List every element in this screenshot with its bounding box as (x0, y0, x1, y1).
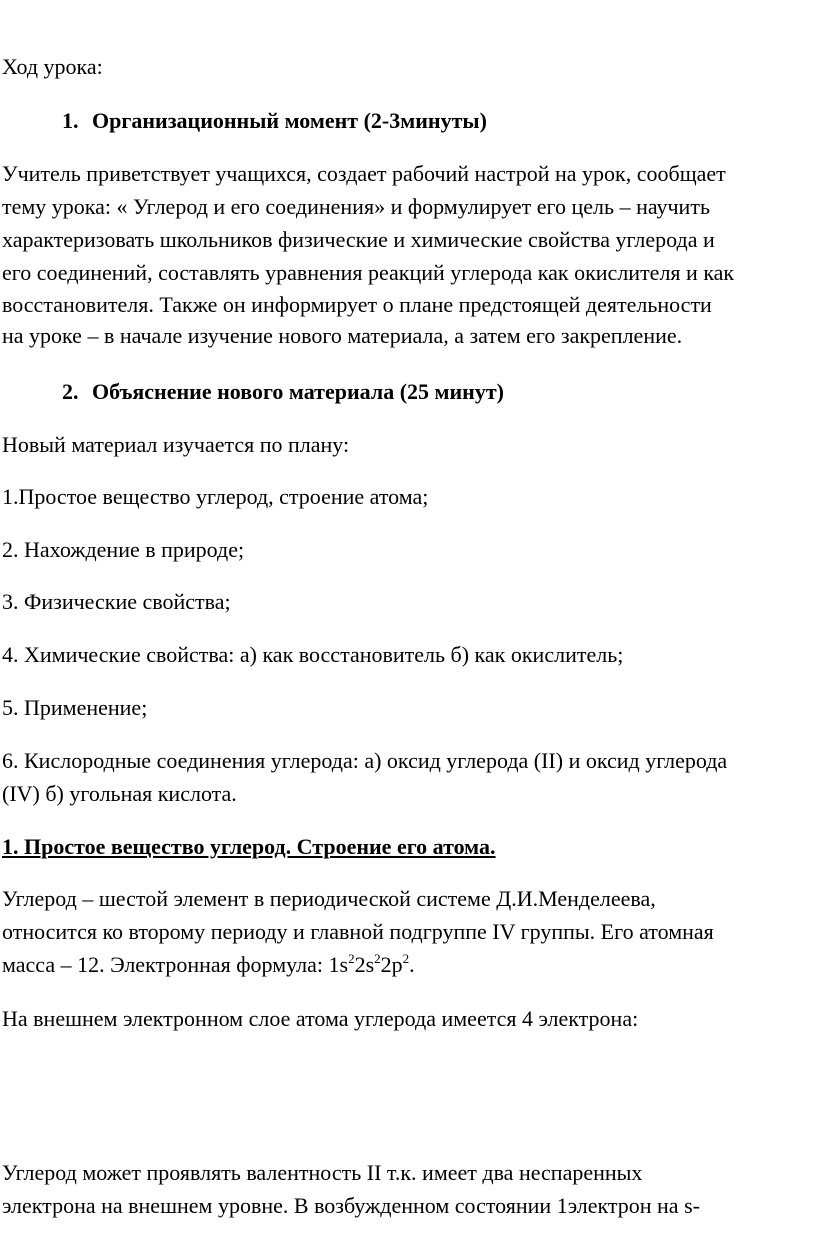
section-heading-3: 1. Простое вещество углерод. Строение его атома. (2, 834, 496, 859)
plan-item-2: 2. Нахождение в природе; (2, 537, 245, 562)
paragraph-line: восстановителя. Также он информирует о плане предстоящей деятельности (2, 292, 712, 317)
formula-term: 2p (380, 952, 403, 977)
plan-item-5: 5. Применение; (2, 695, 148, 720)
section-title-1: Организационный момент (2-3минуты) (92, 108, 487, 133)
plan-item-4: 4. Химические свойства: а) как восстановитель б) как окислитель; (2, 642, 624, 667)
paragraph-line: На внешнем электронном слое атома углерода имеется 4 электрона: (2, 1006, 639, 1031)
formula-exponent: 2 (374, 951, 381, 966)
paragraph-line: Углерод – шестой элемент в периодической системе Д.И.Менделеева, (2, 886, 656, 911)
formula-exponent: 2 (348, 951, 355, 966)
formula-prefix: масса – 12. Электронная формула: (2, 952, 329, 977)
electron-formula-line (2, 952, 415, 978)
formula-term: 2s (354, 952, 375, 977)
paragraph-line: Учитель приветствует учащихся, создает рабочий настрой на урок, сообщает (2, 161, 726, 186)
formula-exponent: 2 (402, 951, 410, 966)
plan-item-6-line: 6. Кислородные соединения углерода: а) оксид углерода (II) и оксид углерода (2, 748, 728, 773)
paragraph-line: на уроке – в начале изучение нового материала, а затем его закрепление. (2, 323, 683, 348)
formula-term: 1s (328, 952, 349, 977)
section-title-2: Объяснение нового материала (25 минут) (92, 379, 504, 404)
paragraph-line: электрона на внешнем уровне. В возбужденном состоянии 1электрон на s- (2, 1193, 700, 1218)
paragraph-line: относится ко второму периоду и главной подгруппе IV группы. Его атомная (2, 919, 714, 944)
formula-suffix: . (409, 952, 415, 977)
section-heading-1 (62, 108, 487, 134)
paragraph-line: его соединений, составлять уравнения реакций углерода как окислителя и как (2, 260, 735, 285)
section-heading-2 (62, 379, 504, 405)
paragraph-line: Углерод может проявлять валентность II т.к. имеет два неспаренных (2, 1160, 643, 1185)
section-number-1: 1. (62, 108, 79, 133)
plan-item-6-line: (IV) б) угольная кислота. (2, 781, 237, 806)
section-number-2: 2. (62, 379, 79, 404)
paragraph-line: тему урока: « Углерод и его соединения» и формулирует его цель – научить (2, 194, 710, 219)
plan-item-3: 3. Физические свойства; (2, 589, 231, 614)
lesson-intro: Ход урока: (2, 54, 103, 79)
plan-item-1: 1.Простое вещество углерод, строение атома; (2, 484, 429, 509)
plan-intro: Новый материал изучается по плану: (2, 432, 350, 457)
paragraph-line: характеризовать школьников физические и химические свойства углерода и (2, 227, 715, 252)
